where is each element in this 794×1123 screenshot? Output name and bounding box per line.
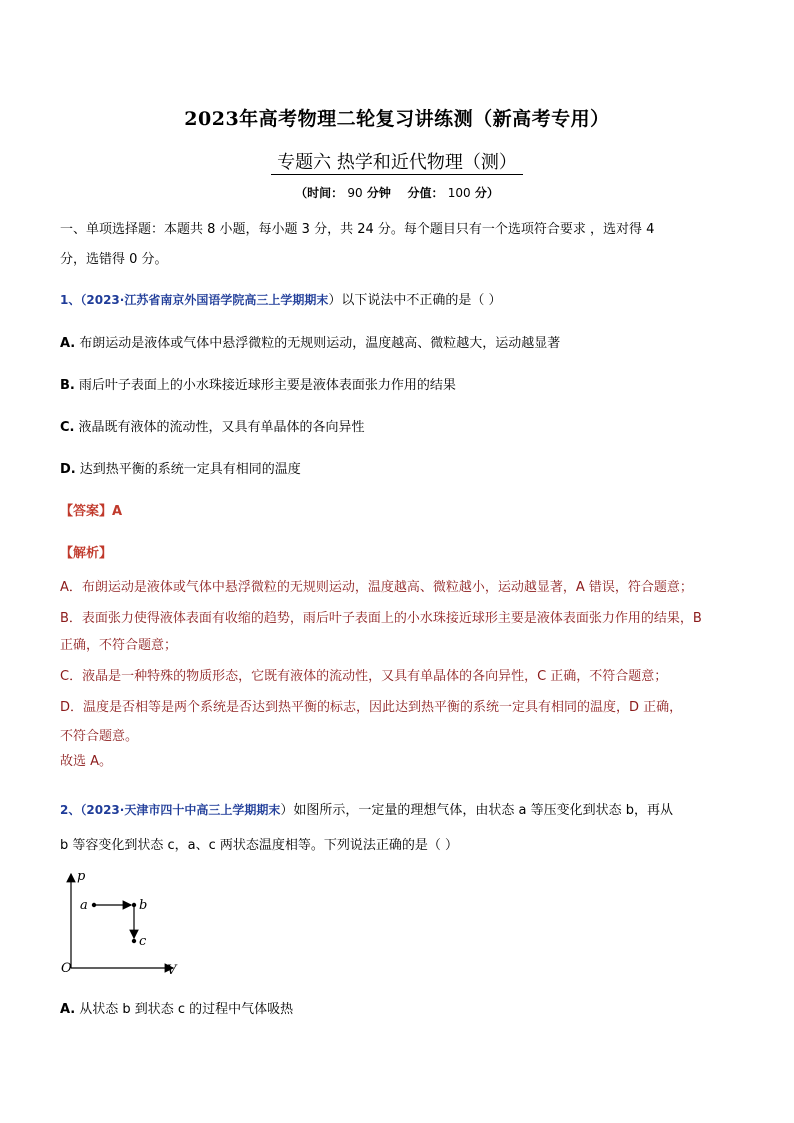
option-a bbox=[60, 332, 560, 351]
question-2-stem bbox=[60, 800, 750, 821]
state-b-label: b bbox=[139, 898, 148, 913]
question-text: 如图所示，一定量的理想气体，由状态 a 等压变化到状态 b，再从 bbox=[293, 803, 673, 818]
score-value: 100 bbox=[447, 186, 471, 200]
option-b bbox=[60, 374, 456, 393]
question-text: 以下说法中不正确的是（ ） bbox=[341, 293, 502, 308]
question-source: 2023·江苏省南京外国语学院高三上学期期末 bbox=[86, 293, 329, 307]
time-label: （时间： bbox=[295, 186, 344, 200]
topic-subtitle-text: 专题六 热学和近代物理（测） bbox=[271, 152, 523, 175]
answer-label: 【答案】A bbox=[60, 504, 123, 519]
analysis-title: 【解析】 bbox=[60, 546, 113, 561]
state-c-label: c bbox=[139, 934, 147, 949]
source-open: （ bbox=[80, 293, 87, 307]
option-text: 雨后叶子表面上的小水珠接近球形主要是液体表面张力作用的结果 bbox=[78, 378, 456, 393]
time-score-line bbox=[0, 184, 794, 201]
v-axis-label: V bbox=[167, 963, 177, 978]
option-text: 从状态 b 到状态 c 的过程中气体吸热 bbox=[79, 1002, 294, 1017]
state-a-label: a bbox=[80, 898, 88, 913]
q2-option-a bbox=[60, 998, 293, 1017]
pv-diagram bbox=[55, 868, 195, 980]
section-instructions bbox=[60, 220, 750, 270]
score-unit: 分） bbox=[474, 186, 499, 200]
section-line-1: 一、单项选择题：本题共 8 小题，每小题 3 分，共 24 分。每个题目只有一个选项符合要求 ，选对得 4 bbox=[60, 222, 655, 237]
analysis-line: 正确，不符合题意； bbox=[60, 638, 178, 653]
origin-label: O bbox=[61, 961, 72, 976]
analysis-line: 不符合题意。 bbox=[60, 729, 139, 744]
option-label: D. bbox=[60, 462, 76, 477]
source-close: ） bbox=[328, 293, 342, 308]
analysis-body bbox=[60, 577, 760, 772]
source-close: ） bbox=[280, 803, 294, 818]
analysis-line: 故选 A。 bbox=[60, 754, 113, 769]
time-value: 90 bbox=[347, 186, 363, 200]
topic-subtitle bbox=[0, 148, 794, 174]
analysis-line: D．温度是否相等是两个系统是否达到热平衡的标志，因此达到热平衡的系统一定具有相同的温度，D 正确， bbox=[60, 700, 683, 715]
score-label: 分值： bbox=[407, 186, 444, 200]
analysis-line: B．表面张力使得液体表面有收缩的趋势，雨后叶子表面上的小水珠接近球形主要是液体表面张力作用的结果，B bbox=[60, 611, 702, 626]
option-text: 液晶既有液体的流动性，又具有单晶体的各向异性 bbox=[78, 420, 365, 435]
question-1-stem bbox=[60, 290, 750, 311]
question-number: 2、 bbox=[60, 803, 81, 817]
option-d bbox=[60, 458, 301, 477]
option-text: 布朗运动是液体或气体中悬浮微粒的无规则运动，温度越高、微粒越大，运动越显著 bbox=[79, 336, 561, 351]
page-title: 2023年高考物理二轮复习讲练测（新高考专用） bbox=[184, 108, 610, 130]
p-axis-label: p bbox=[77, 869, 86, 884]
option-label: A. bbox=[60, 336, 76, 351]
question-2-stem-cont: b 等容变化到状态 c，a、c 两状态温度相等。下列说法正确的是（ ） bbox=[60, 838, 459, 853]
analysis-line: A．布朗运动是液体或气体中悬浮微粒的无规则运动，温度越高、微粒越小，运动越显著，A 错误，符合题意； bbox=[60, 580, 693, 595]
option-label: B. bbox=[60, 378, 75, 393]
source-open: （ bbox=[80, 803, 87, 817]
section-line-2: 分，选错得 0 分。 bbox=[60, 252, 168, 267]
time-unit: 分钟 bbox=[366, 186, 391, 200]
question-source: 2023·天津市四十中高三上学期期末 bbox=[86, 803, 281, 817]
analysis-line: C．液晶是一种特殊的物质形态，它既有液体的流动性，又具有单晶体的各向异性，C 正确，不符合题意； bbox=[60, 669, 668, 684]
state-c-point bbox=[132, 939, 136, 943]
option-label: A. bbox=[60, 1002, 76, 1017]
option-c bbox=[60, 416, 365, 435]
question-number: 1、 bbox=[60, 293, 81, 307]
option-label: C. bbox=[60, 420, 75, 435]
option-text: 达到热平衡的系统一定具有相同的温度 bbox=[79, 462, 301, 477]
state-b-point bbox=[132, 903, 136, 907]
state-a-point bbox=[92, 903, 96, 907]
